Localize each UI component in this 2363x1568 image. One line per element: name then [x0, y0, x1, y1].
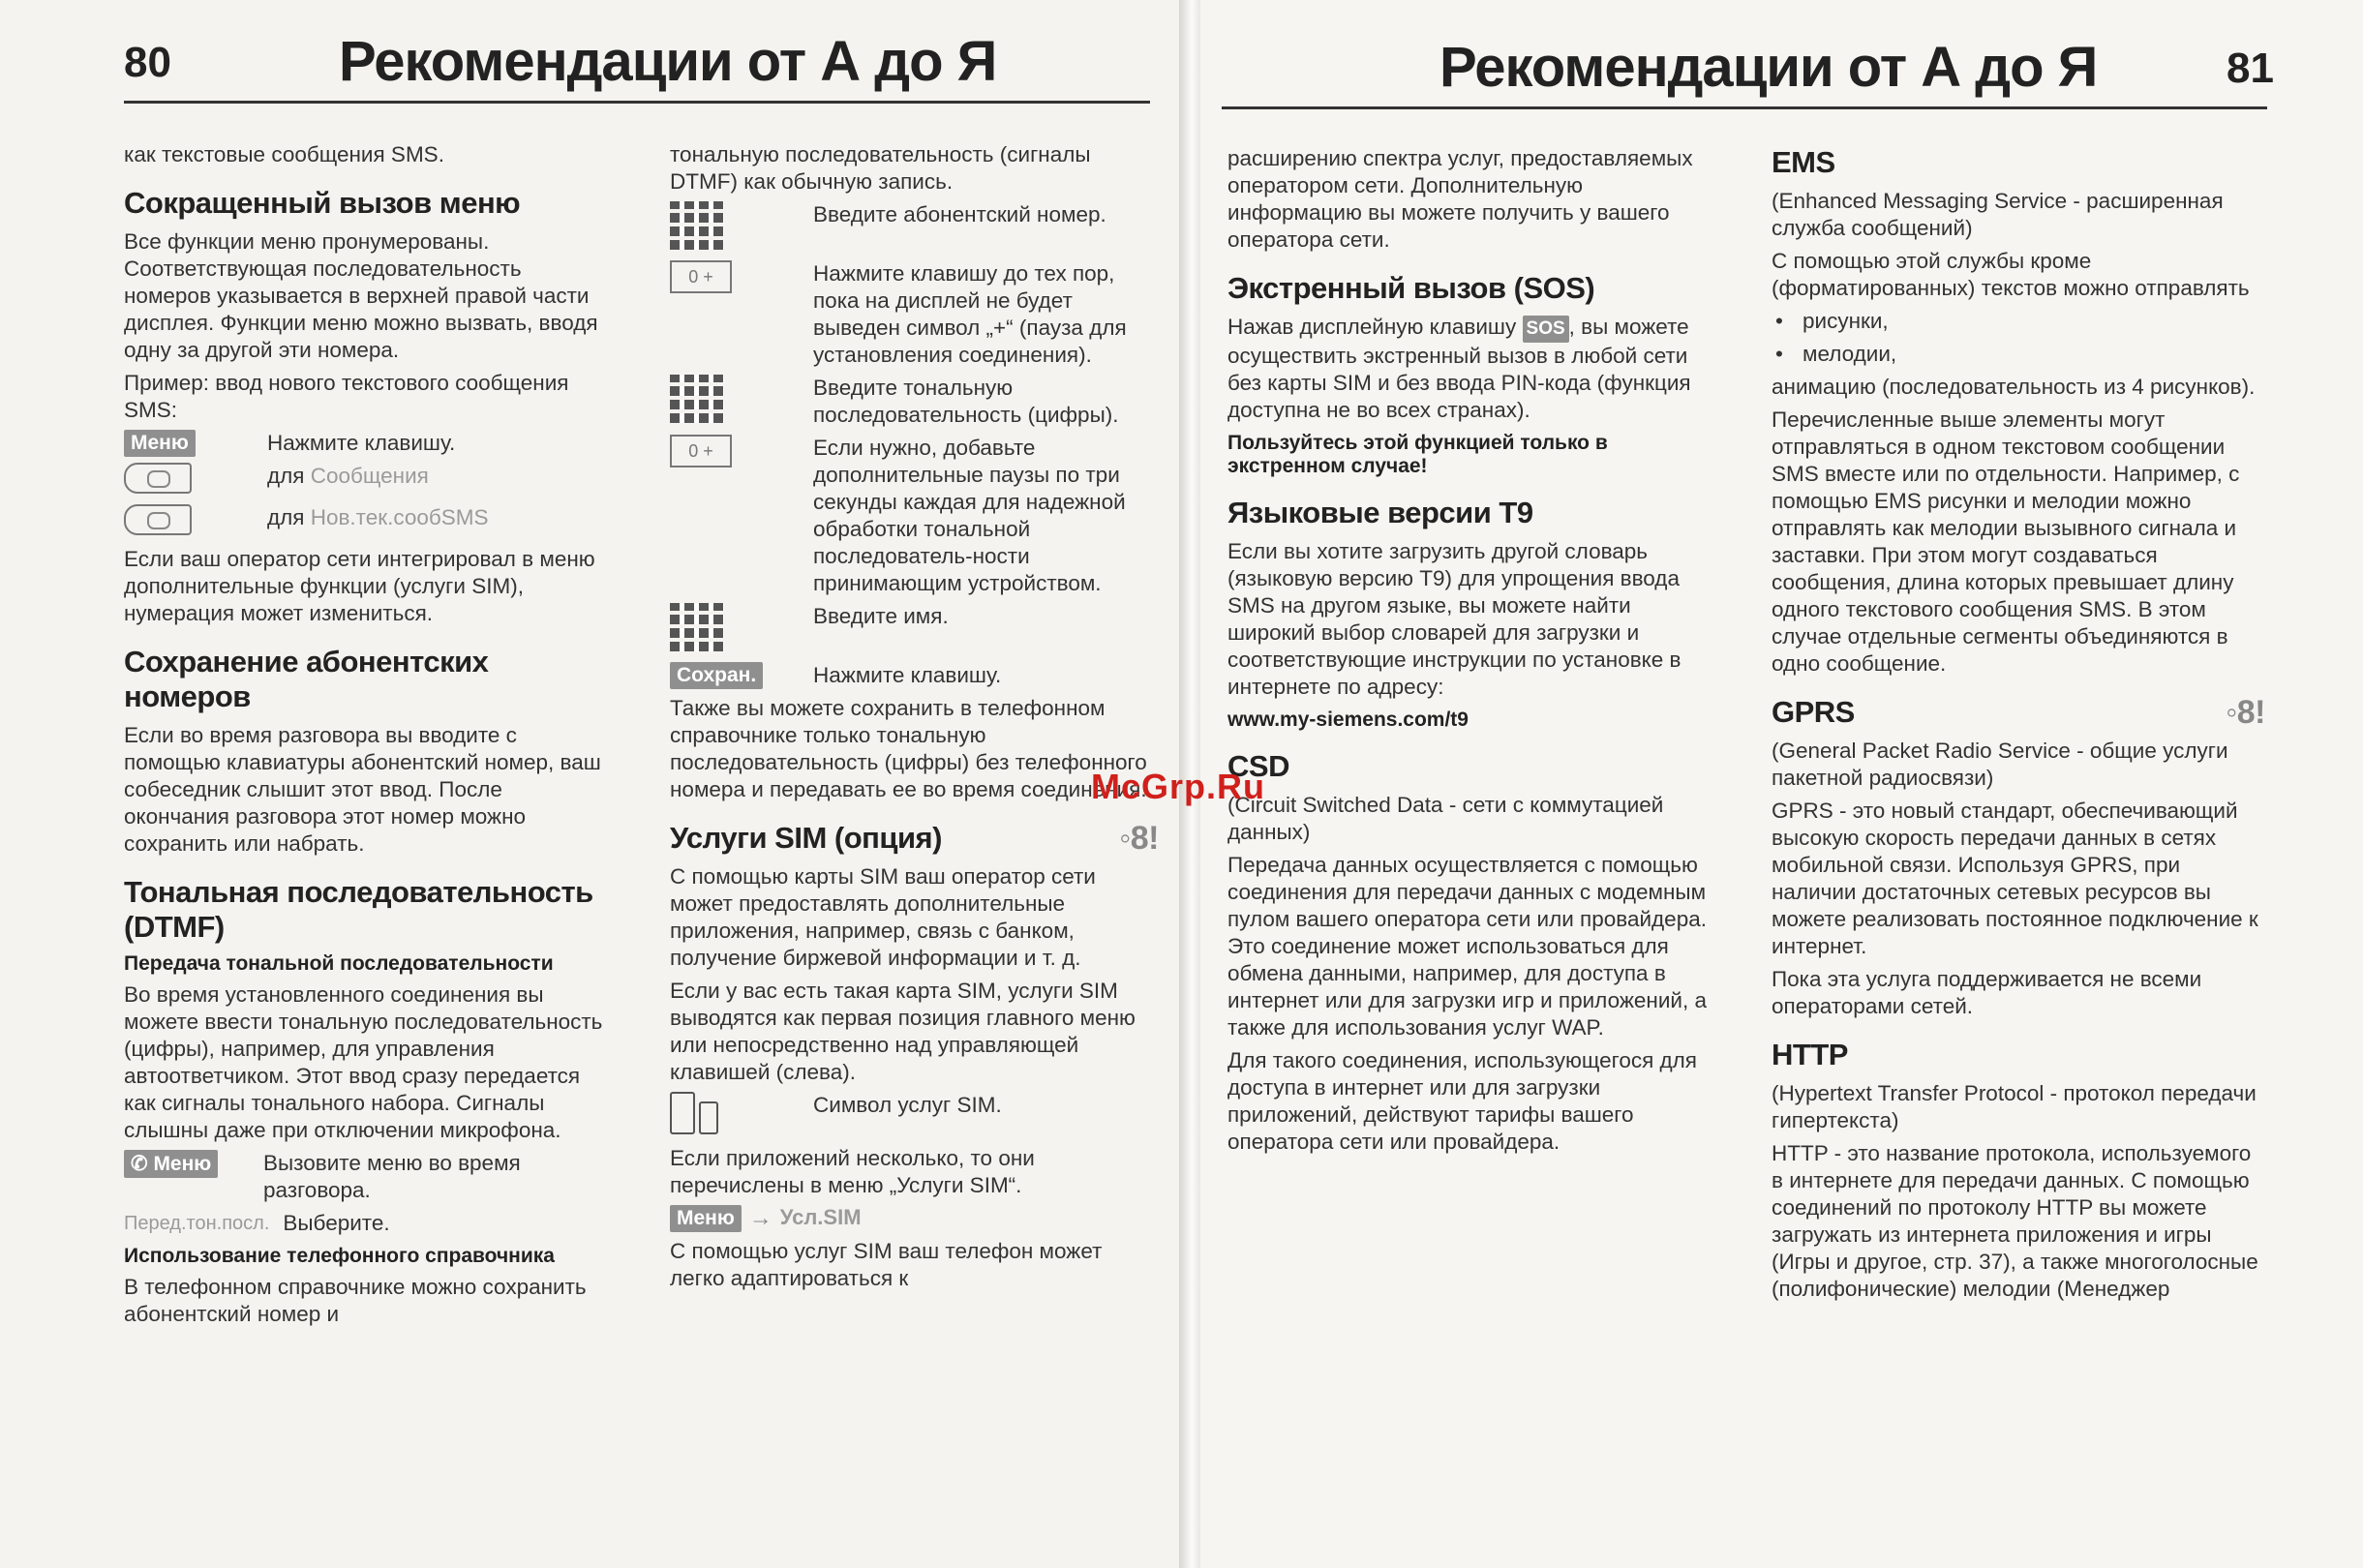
right-page-number: 81	[2227, 45, 2274, 92]
csd-text-2: Для такого соединения, использующегося для доступа в интернет или для загрузки приложений, действуют тарифы вашего оператора сети или провайдера.	[1227, 1048, 1697, 1154]
call-menu-desc: Вызовите меню во время разговора.	[263, 1151, 521, 1202]
heading-sim-services	[670, 821, 1159, 856]
t9-url: www.my-siemens.com/t9	[1227, 709, 1469, 731]
col2-intro: тональную последовательность (сигналы DTMF) как обычную запись.	[670, 142, 1091, 194]
step-save	[670, 662, 1159, 689]
ems-text-3: Перечисленные выше элементы могут отправляться в одном текстовом сообщении SMS вместе или по отдельности. Например, с помощью EMS рисунки и мелодии можно отправлять как мелодии вызывного сигнала и заставки. При этом могут создаваться сообщения, длина которых превышает длину одного текстового сообщения SMS. В этом случае отдельные сегменты объединяются в одно сообщение.	[1772, 407, 2240, 676]
column-1	[124, 141, 613, 1334]
column-4	[1772, 141, 2265, 1309]
optional-feature-icon: ◦8!	[2226, 694, 2265, 731]
sos-warning: Пользуйтесь этой функцией только в экстренном случае!	[1227, 432, 1608, 477]
step-enter-number-text: Введите абонентский номер.	[813, 202, 1106, 226]
save-softkey: Сохран.	[670, 662, 763, 689]
arrow-right-icon: →	[748, 1205, 773, 1231]
heading-gprs-label: GPRS	[1772, 695, 1855, 729]
select-desc: Выберите.	[283, 1211, 390, 1235]
example-text: Пример: ввод нового текстового сообщения SMS:	[124, 371, 569, 422]
ems-definition: (Enhanced Messaging Service - расширенная служба сообщений)	[1772, 189, 2224, 240]
step-enter-number	[670, 201, 1159, 255]
subheading-transfer: Передача тональной последовательности	[124, 952, 554, 975]
keypad-icon	[670, 603, 724, 651]
nav-key-icon	[124, 463, 192, 494]
menu-item-messages: Сообщения	[310, 464, 429, 488]
zero-plus-key-icon: 0 +	[670, 435, 732, 467]
gprs-text-1: GPRS - это новый стандарт, обеспечивающий высокую скорость передачи данных в сетях мобильной связи. Используя GPRS, при наличии достаточных сетевых ресурсов вы можете реализовать постоянное подключение к интернет.	[1772, 799, 2258, 958]
nav-key-icon	[124, 504, 192, 535]
sim-text-3: Если приложений несколько, то они перечислены в меню „Услуги SIM“.	[670, 1146, 1035, 1197]
sos-text-post: , вы можете осуществить экстренный вызов в любой сети без карты SIM и без ввода PIN-кода (функция доступна не во всех странах).	[1227, 315, 1691, 422]
ems-bullet-melodies: • мелодии,	[1772, 341, 2265, 368]
zero-plus-key-icon: 0 +	[670, 260, 732, 293]
menu-item-new-sms: Нов.тек.сообSMS	[310, 505, 489, 529]
call-menu-softkey: ✆ Меню	[124, 1150, 218, 1178]
ems-bullet-pictures: • рисунки,	[1772, 308, 2265, 335]
menu-item-send-dtmf: Перед.тон.посл.	[124, 1213, 270, 1234]
step-add-pauses-text: Если нужно, добавьте дополнительные паузы по три секунды каждая для надежной обработки тональной последователь-ности принимающим устройством.	[813, 436, 1126, 595]
heading-sim-services-label: Услуги SIM (опция)	[670, 821, 942, 855]
heading-ems: EMS	[1772, 145, 1835, 179]
gprs-text-2: Пока эта услуга поддерживается не всеми операторами сетей.	[1772, 967, 2202, 1018]
heading-csd: CSD	[1227, 749, 1289, 783]
sos-text-pre: Нажав дисплейную клавишу	[1227, 315, 1517, 339]
keypad-icon	[670, 201, 724, 250]
csd-definition: (Circuit Switched Data - сети с коммутацией данных)	[1227, 793, 1664, 844]
col3-intro: расширению спектра услуг, предоставляемых оператором сети. Дополнительную информацию вы можете получить у вашего оператора сети.	[1227, 146, 1693, 252]
step-hold-zero-text: Нажмите клавишу до тех пор, пока на дисплей не будет выведен символ „+“ (пауза для установления соединения).	[813, 261, 1127, 367]
shortcut-text: Все функции меню пронумерованы. Соответствующая последовательность номеров указывается в верхней правой части дисплея. Функции меню можно вызвать, вводя одну за другой эти номера.	[124, 229, 598, 362]
subheading-phonebook: Использование телефонного справочника	[124, 1245, 555, 1267]
sos-softkey: SOS	[1523, 316, 1569, 343]
heading-dtmf: Тональная последовательность (DTMF)	[124, 875, 593, 944]
step-call-menu	[124, 1150, 613, 1204]
heading-sos: Экстренный вызов (SOS)	[1227, 271, 1595, 305]
col1-intro: как текстовые сообщения SMS.	[124, 142, 444, 166]
left-page-number: 80	[124, 39, 171, 86]
right-header-rule	[1222, 106, 2267, 109]
column-2	[670, 141, 1159, 1298]
for-prefix-1: для	[267, 464, 305, 488]
step-hold-zero	[670, 260, 1159, 369]
step-new-sms	[124, 504, 613, 540]
step-enter-dtmf	[670, 375, 1159, 429]
step-for-messages	[124, 463, 613, 498]
heading-gprs	[1772, 695, 2265, 730]
gprs-definition: (General Packet Radio Service - общие услуги пакетной радиосвязи)	[1772, 739, 2228, 790]
keypad-icon	[670, 375, 724, 423]
column-3	[1227, 145, 1721, 1161]
transfer-text: Во время установленного соединения вы можете ввести тональную последовательность (цифры), например, для управления автоответчиком. Этот ввод сразу передается как сигналы тонального набора. Сигналы слышны даже при отключении микрофона.	[124, 982, 603, 1142]
sim-services-icon	[670, 1092, 695, 1134]
ems-text-2: анимацию (последовательность из 4 рисунков).	[1772, 375, 2256, 399]
call-menu-key-label: Меню	[153, 1153, 212, 1175]
http-definition: (Hypertext Transfer Protocol - протокол передачи гипертекста)	[1772, 1081, 2257, 1132]
menu-key-desc: Нажмите клавишу.	[267, 431, 456, 455]
save-numbers-text: Если во время разговора вы вводите с помощью клавиатуры абонентский номер, ваш собеседник слышит этот ввод. После окончания разговора этот номер можно сохранить или набрать.	[124, 723, 601, 856]
for-prefix-2: для	[267, 505, 305, 529]
path-menu-softkey: Меню	[670, 1205, 742, 1232]
heading-http: HTTP	[1772, 1038, 1848, 1071]
path-item-sim: Усл.SIM	[779, 1205, 862, 1229]
heading-shortcut-menu: Сокращенный вызов меню	[124, 186, 521, 220]
sos-text	[1227, 314, 1721, 424]
step-enter-name	[670, 603, 1159, 656]
heading-t9: Языковые версии T9	[1227, 496, 1533, 529]
sim-symbol-row	[670, 1092, 1159, 1139]
also-text: Также вы можете сохранить в телефонном справочнике только тональную последовательность (цифры) без телефонного номера и передавать ее во время соединения.	[670, 696, 1147, 801]
watermark: McGrp.Ru	[1091, 767, 1266, 806]
save-desc: Нажмите клавишу.	[813, 663, 1002, 687]
step-add-pauses	[670, 435, 1159, 597]
menu-softkey: Меню	[124, 430, 196, 457]
sim-text-1: С помощью карты SIM ваш оператор сети может предоставлять дополнительные приложения, например, связь с банком, получение биржевой информации и т. д.	[670, 864, 1096, 970]
left-header-rule	[124, 101, 1150, 104]
left-page-title: Рекомендации от А до Я	[339, 30, 997, 93]
operator-text: Если ваш оператор сети интегрировал в меню дополнительные функции (услуги SIM), нумерация может измениться.	[124, 547, 595, 625]
sim-symbol-desc: Символ услуг SIM.	[813, 1093, 1002, 1117]
step-enter-name-text: Введите имя.	[813, 604, 949, 628]
right-page-title: Рекомендации от А до Я	[1439, 36, 2098, 99]
sim-text-2: Если у вас есть такая карта SIM, услуги SIM выводятся как первая позиция главного меню или непосредственно над управляющей клавишей (слева).	[670, 979, 1136, 1084]
ems-text-1: С помощью этой службы кроме (форматированных) текстов можно отправлять	[1772, 249, 2250, 300]
optional-feature-icon: ◦8!	[1119, 820, 1159, 857]
step-menu-key	[124, 430, 613, 457]
step-enter-dtmf-text: Введите тональную последовательность (цифры).	[813, 376, 1119, 427]
phonebook-text: В телефонном справочнике можно сохранить абонентский номер и	[124, 1275, 587, 1326]
sim-text-4: С помощью услуг SIM ваш телефон может легко адаптироваться к	[670, 1239, 1103, 1290]
step-select-dtmf	[124, 1210, 613, 1237]
t9-text: Если вы хотите загрузить другой словарь (языковую версию T9) для упрощения ввода SMS на другом языке, вы можете найти широкий выбор словарей для загрузки и соответствующие инструкции по установке в интернете по адресу:	[1227, 539, 1681, 699]
http-text-1: HTTP - это название протокола, используемого в интернете для передачи данных. С помощью соединений по протоколу HTTP вы можете загружать из интернета приложения и игры (Игры и другое, стр. 37), а также многоголосные (полифонические) мелодии (Менеджер	[1772, 1141, 2258, 1301]
csd-text-1: Передача данных осуществляется с помощью соединения для передачи данных с модемным пулом вашего оператора сети или провайдера. Это соединение может использоваться для обмена данными, например, для доступа в интернет или для загрузки игр и приложений, а также для использования услуг WAP.	[1227, 853, 1707, 1040]
heading-save-numbers: Сохранение абонентских номеров	[124, 645, 489, 713]
sim-path	[670, 1205, 1159, 1232]
sim-card-icon	[699, 1101, 718, 1134]
